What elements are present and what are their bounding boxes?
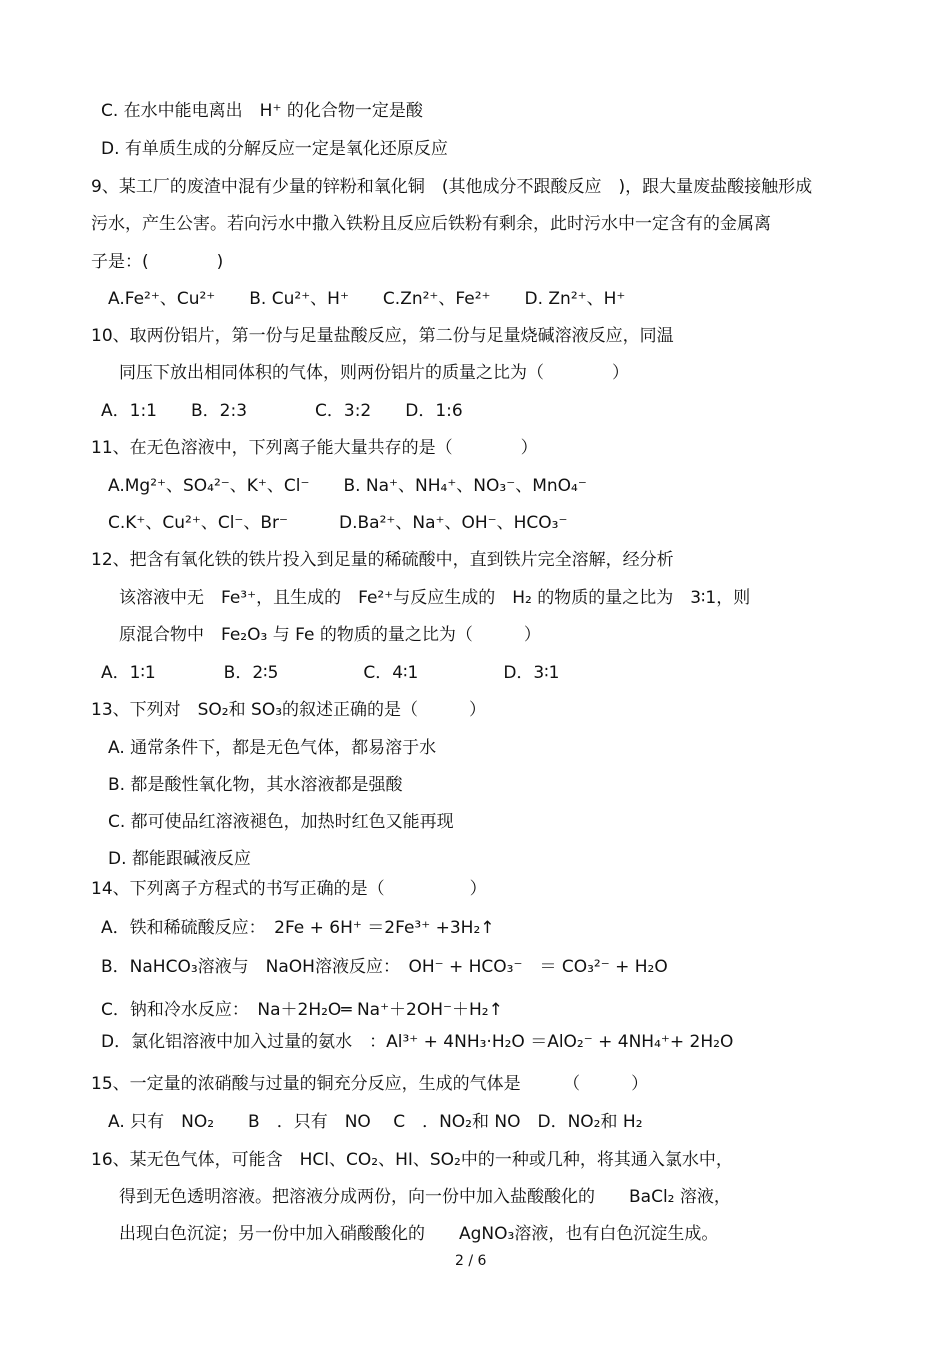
question-14-option-d: D．氯化铝溶液中加入过量的氨水 ：Al³⁺ + 4NH₃·H₂O ＝AlO₂⁻ + 4NH₄⁺+ 2H₂O xyxy=(101,1032,734,1052)
question-10-line-1: 10、取两份铝片，第一份与足量盐酸反应，第二份与足量烧碱溶液反应，同温 xyxy=(91,326,674,346)
question-16-line-3: 出现白色沉淀；另一份中加入硝酸酸化的 AgNO₃溶液，也有白色沉淀生成。 xyxy=(119,1224,719,1244)
question-9-line-2: 污水，产生公害。若向污水中撒入铁粉且反应后铁粉有剩余，此时污水中一定含有的金属离 xyxy=(91,214,771,234)
question-14: 14、下列离子方程式的书写正确的是（ ） xyxy=(91,879,487,899)
question-10-options: A．1:1 B．2:3 C．3:2 D．1:6 xyxy=(101,401,463,421)
question-11-options-ab: A.Mg²⁺、SO₄²⁻、K⁺、Cl⁻ B. Na⁺、NH₄⁺、NO₃⁻、MnO₄⁻ xyxy=(108,476,587,496)
question-10-line-2: 同压下放出相同体积的气体，则两份铝片的质量之比为（ ） xyxy=(119,363,629,383)
question-9-line-1: 9、某工厂的废渣中混有少量的锌粉和氧化铜 (其他成分不跟酸反应 )，跟大量废盐酸接触形成 xyxy=(91,177,813,197)
question-14-option-a: A．铁和稀硫酸反应： 2Fe + 6H⁺ ＝2Fe³⁺ +3H₂↑ xyxy=(101,918,495,938)
question-12-line-2: 该溶液中无 Fe³⁺，且生成的 Fe²⁺与反应生成的 H₂ 的物质的量之比为 3∶1，则 xyxy=(119,588,751,608)
question-9-options: A.Fe²⁺、Cu²⁺ B. Cu²⁺、H⁺ C.Zn²⁺、Fe²⁺ D. Zn²⁺、H⁺ xyxy=(108,289,626,309)
page-number: 2 / 6 xyxy=(455,1253,487,1269)
question-12-line-1: 12、把含有氧化铁的铁片投入到足量的稀硫酸中，直到铁片完全溶解，经分析 xyxy=(91,550,674,570)
question-9-line-3: 子是：( ) xyxy=(91,252,224,272)
question-13-option-b: B. 都是酸性氧化物，其水溶液都是强酸 xyxy=(108,775,403,795)
question-14-option-b: B．NaHCO₃溶液与 NaOH溶液反应： OH⁻ + HCO₃⁻ ＝ CO₃²⁻ + H₂O xyxy=(101,957,668,977)
question-11-options-cd: C.K⁺、Cu²⁺、Cl⁻、Br⁻ D.Ba²⁺、Na⁺、OH⁻、HCO₃⁻ xyxy=(108,513,568,533)
question-11: 11、在无色溶液中，下列离子能大量共存的是（ ） xyxy=(91,438,538,458)
option-d-q8: D. 有单质生成的分解反应一定是氧化还原反应 xyxy=(101,139,448,159)
question-13-option-d: D. 都能跟碱液反应 xyxy=(108,849,251,869)
question-13-option-c: C. 都可使品红溶液褪色，加热时红色又能再现 xyxy=(108,812,454,832)
question-12-line-3: 原混合物中 Fe₂O₃ 与 Fe 的物质的量之比为（ ） xyxy=(119,625,541,645)
question-15-options: A. 只有 NO₂ B ．只有 NO C ．NO₂和 NO D．NO₂和 H₂ xyxy=(108,1112,643,1132)
question-12-options: A．1∶1 B．2∶5 C．4∶1 D．3∶1 xyxy=(101,663,560,683)
question-15: 15、一定量的浓硝酸与过量的铜充分反应，生成的气体是 （ ） xyxy=(91,1074,649,1094)
question-13-option-a: A. 通常条件下，都是无色气体，都易溶于水 xyxy=(108,738,437,758)
question-14-option-c: C．钠和冷水反应： Na＋2H₂O═ Na⁺＋2OH⁻＋H₂↑ xyxy=(101,1000,503,1020)
question-16-line-1: 16、某无色气体，可能含 HCl、CO₂、HI、SO₂中的一种或几种，将其通入氯水中， xyxy=(91,1150,733,1170)
option-c-q8: C. 在水中能电离出 H⁺ 的化合物一定是酸 xyxy=(101,101,423,121)
question-13: 13、下列对 SO₂和 SO₃的叙述正确的是（ ） xyxy=(91,700,487,720)
question-16-line-2: 得到无色透明溶液。把溶液分成两份，向一份中加入盐酸酸化的 BaCl₂ 溶液， xyxy=(119,1187,731,1207)
